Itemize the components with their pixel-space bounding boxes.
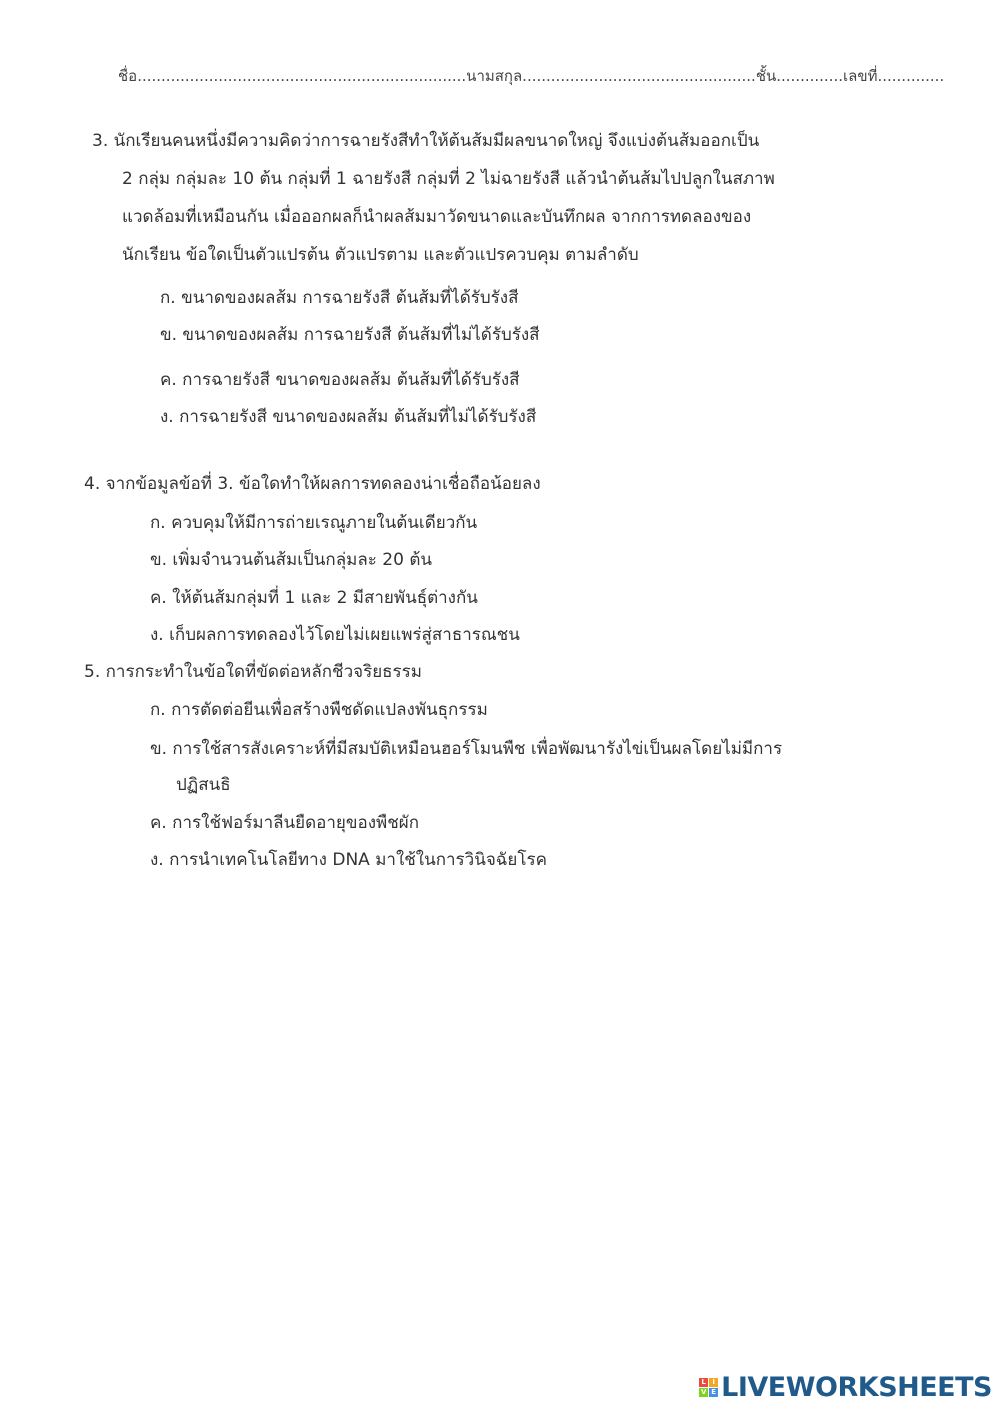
student-info-line: ชื่อ.....................................................................นามสกุล.................................................ชั้น..............เลขที่.............. xyxy=(118,67,945,85)
question-5-option-a[interactable]: ก. การตัดต่อยีนเพื่อสร้างพืชดัดแปลงพันธุกรรม xyxy=(150,700,488,720)
liveworksheets-logo-icon xyxy=(699,1378,718,1397)
question-4-option-a[interactable]: ก. ควบคุมให้มีการถ่ายเรณูภายในต้นเดียวกัน xyxy=(150,513,478,533)
question-5: 5. การกระทำในข้อใดที่ขัดต่อหลักชีวจริยธรรม xyxy=(84,662,423,682)
question-4: 4. จากข้อมูลข้อที่ 3. ข้อใดทำให้ผลการทดลองน่าเชื่อถือน้อยลง xyxy=(84,474,541,494)
question-3-option-d[interactable]: ง. การฉายรังสี ขนาดของผลส้ม ต้นส้มที่ไม่ได้รับรังสี xyxy=(160,407,537,427)
question-5-option-d[interactable]: ง. การนำเทคโนโลยีทาง DNA มาใช้ในการวินิจฉัยโรค xyxy=(150,850,547,870)
liveworksheets-logo xyxy=(699,1372,992,1403)
question-5-option-c[interactable]: ค. การใช้ฟอร์มาลีนยืดอายุของพืชผัก xyxy=(150,813,420,833)
question-3-line-4: นักเรียน ข้อใดเป็นตัวแปรต้น ตัวแปรตาม และตัวแปรควบคุม ตามลำดับ xyxy=(122,245,639,265)
question-5-option-b-continued: ปฏิสนธิ xyxy=(176,775,231,795)
question-5-option-b[interactable]: ข. การใช้สารสังเคราะห์ที่มีสมบัติเหมือนฮอร์โมนพืช เพื่อพัฒนารังไข่เป็นผลโดยไม่มีการ xyxy=(150,739,783,759)
question-4-option-d[interactable]: ง. เก็บผลการทดลองไว้โดยไม่เผยแพร่สู่สาธารณชน xyxy=(150,625,520,645)
logo-mark-l: L xyxy=(699,1378,708,1387)
question-3-line-3: แวดล้อมที่เหมือนกัน เมื่อออกผลก็นำผลส้มมาวัดขนาดและบันทึกผล จากการทดลองของ xyxy=(122,207,752,227)
question-3-option-a[interactable]: ก. ขนาดของผลส้ม การฉายรังสี ต้นส้มที่ได้รับรังสี xyxy=(160,288,519,308)
question-3-line-1: 3. นักเรียนคนหนึ่งมีความคิดว่าการฉายรังสีทำให้ต้นส้มมีผลขนาดใหญ่ จึงแบ่งต้นส้มออกเป็น xyxy=(92,131,760,151)
question-3-option-c[interactable]: ค. การฉายรังสี ขนาดของผลส้ม ต้นส้มที่ได้รับรังสี xyxy=(160,370,520,390)
logo-mark-v: V xyxy=(700,1388,707,1396)
question-3-line-2: 2 กลุ่ม กลุ่มละ 10 ต้น กลุ่มที่ 1 ฉายรังสี กลุ่มที่ 2 ไม่ฉายรังสี แล้วนำต้นส้มไปปลูกในสภาพ xyxy=(122,169,775,189)
question-4-option-b[interactable]: ข. เพิ่มจำนวนต้นส้มเป็นกลุ่มละ 20 ต้น xyxy=(150,550,432,570)
question-3 xyxy=(92,122,775,274)
logo-mark-i: I xyxy=(709,1378,718,1387)
question-4-option-c[interactable]: ค. ให้ต้นส้มกลุ่มที่ 1 และ 2 มีสายพันธุ์ต่างกัน xyxy=(150,588,478,608)
logo-mark-e: E xyxy=(709,1388,718,1397)
liveworksheets-logo-text: LIVEWORKSHEETS xyxy=(721,1372,992,1403)
question-3-option-b[interactable]: ข. ขนาดของผลส้ม การฉายรังสี ต้นส้มที่ไม่ได้รับรังสี xyxy=(160,325,540,345)
